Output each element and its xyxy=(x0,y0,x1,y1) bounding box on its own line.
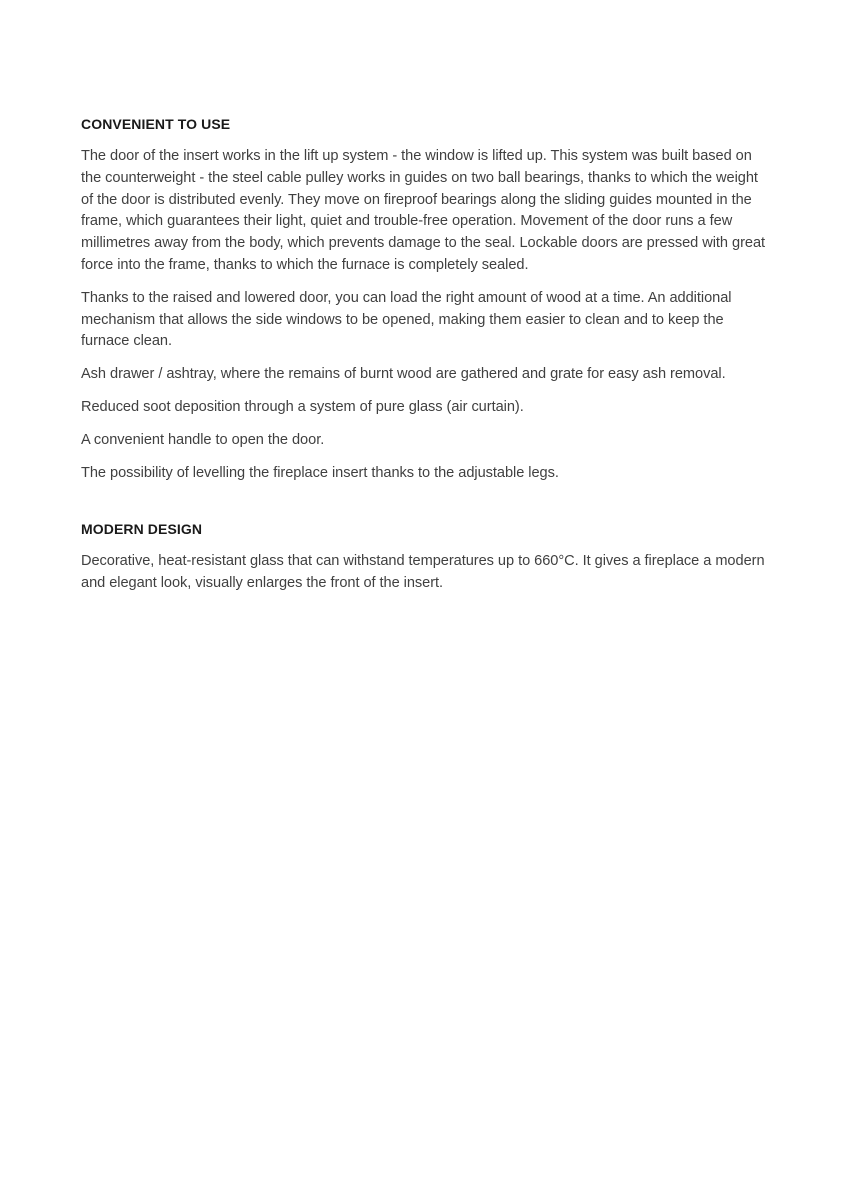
paragraph-raised-door: Thanks to the raised and lowered door, you can load the right amount of wood at a time. An additional mechanism that allows the side windows to be opened, making them easier to clean and to keep the furnace clean. xyxy=(81,289,732,350)
paragraph-handle: A convenient handle to open the door. xyxy=(81,431,325,448)
paragraph-adjustable-legs: The possibility of levelling the fireplace insert thanks to the adjustable legs. xyxy=(81,464,559,481)
paragraph-ash-drawer: Ash drawer / ashtray, where the remains of burnt wood are gathered and grate for easy ash removal. xyxy=(81,366,726,383)
paragraph-decorative-glass: Decorative, heat-resistant glass that can withstand temperatures up to 660°C. It gives a fireplace a modern and elegant look, visually enlarges the front of the insert. xyxy=(81,553,765,592)
section-modern-design xyxy=(81,519,771,595)
section-convenient-to-use xyxy=(81,114,771,484)
paragraph-air-curtain: Reduced soot deposition through a system of pure glass (air curtain). xyxy=(81,398,524,415)
section-heading: MODERN DESIGN xyxy=(81,521,203,538)
paragraph-lift-up-system: The door of the insert works in the lift up system - the window is lifted up. This system was built based on the counterweight - the steel cable pulley works in guides on two ball bearings, thanks to which the weight of the door is distributed evenly. They move on fireproof bearings along the sliding guides mounted in the frame, which guarantees their light, quiet and trouble-free operation. Movement of the door runs a few millimetres away from the body, which prevents damage to the seal. Lockable doors are pressed with great force into the frame, thanks to which the furnace is completely sealed. xyxy=(81,148,766,273)
section-heading: CONVENIENT TO USE xyxy=(81,116,231,132)
document-content xyxy=(81,114,771,606)
